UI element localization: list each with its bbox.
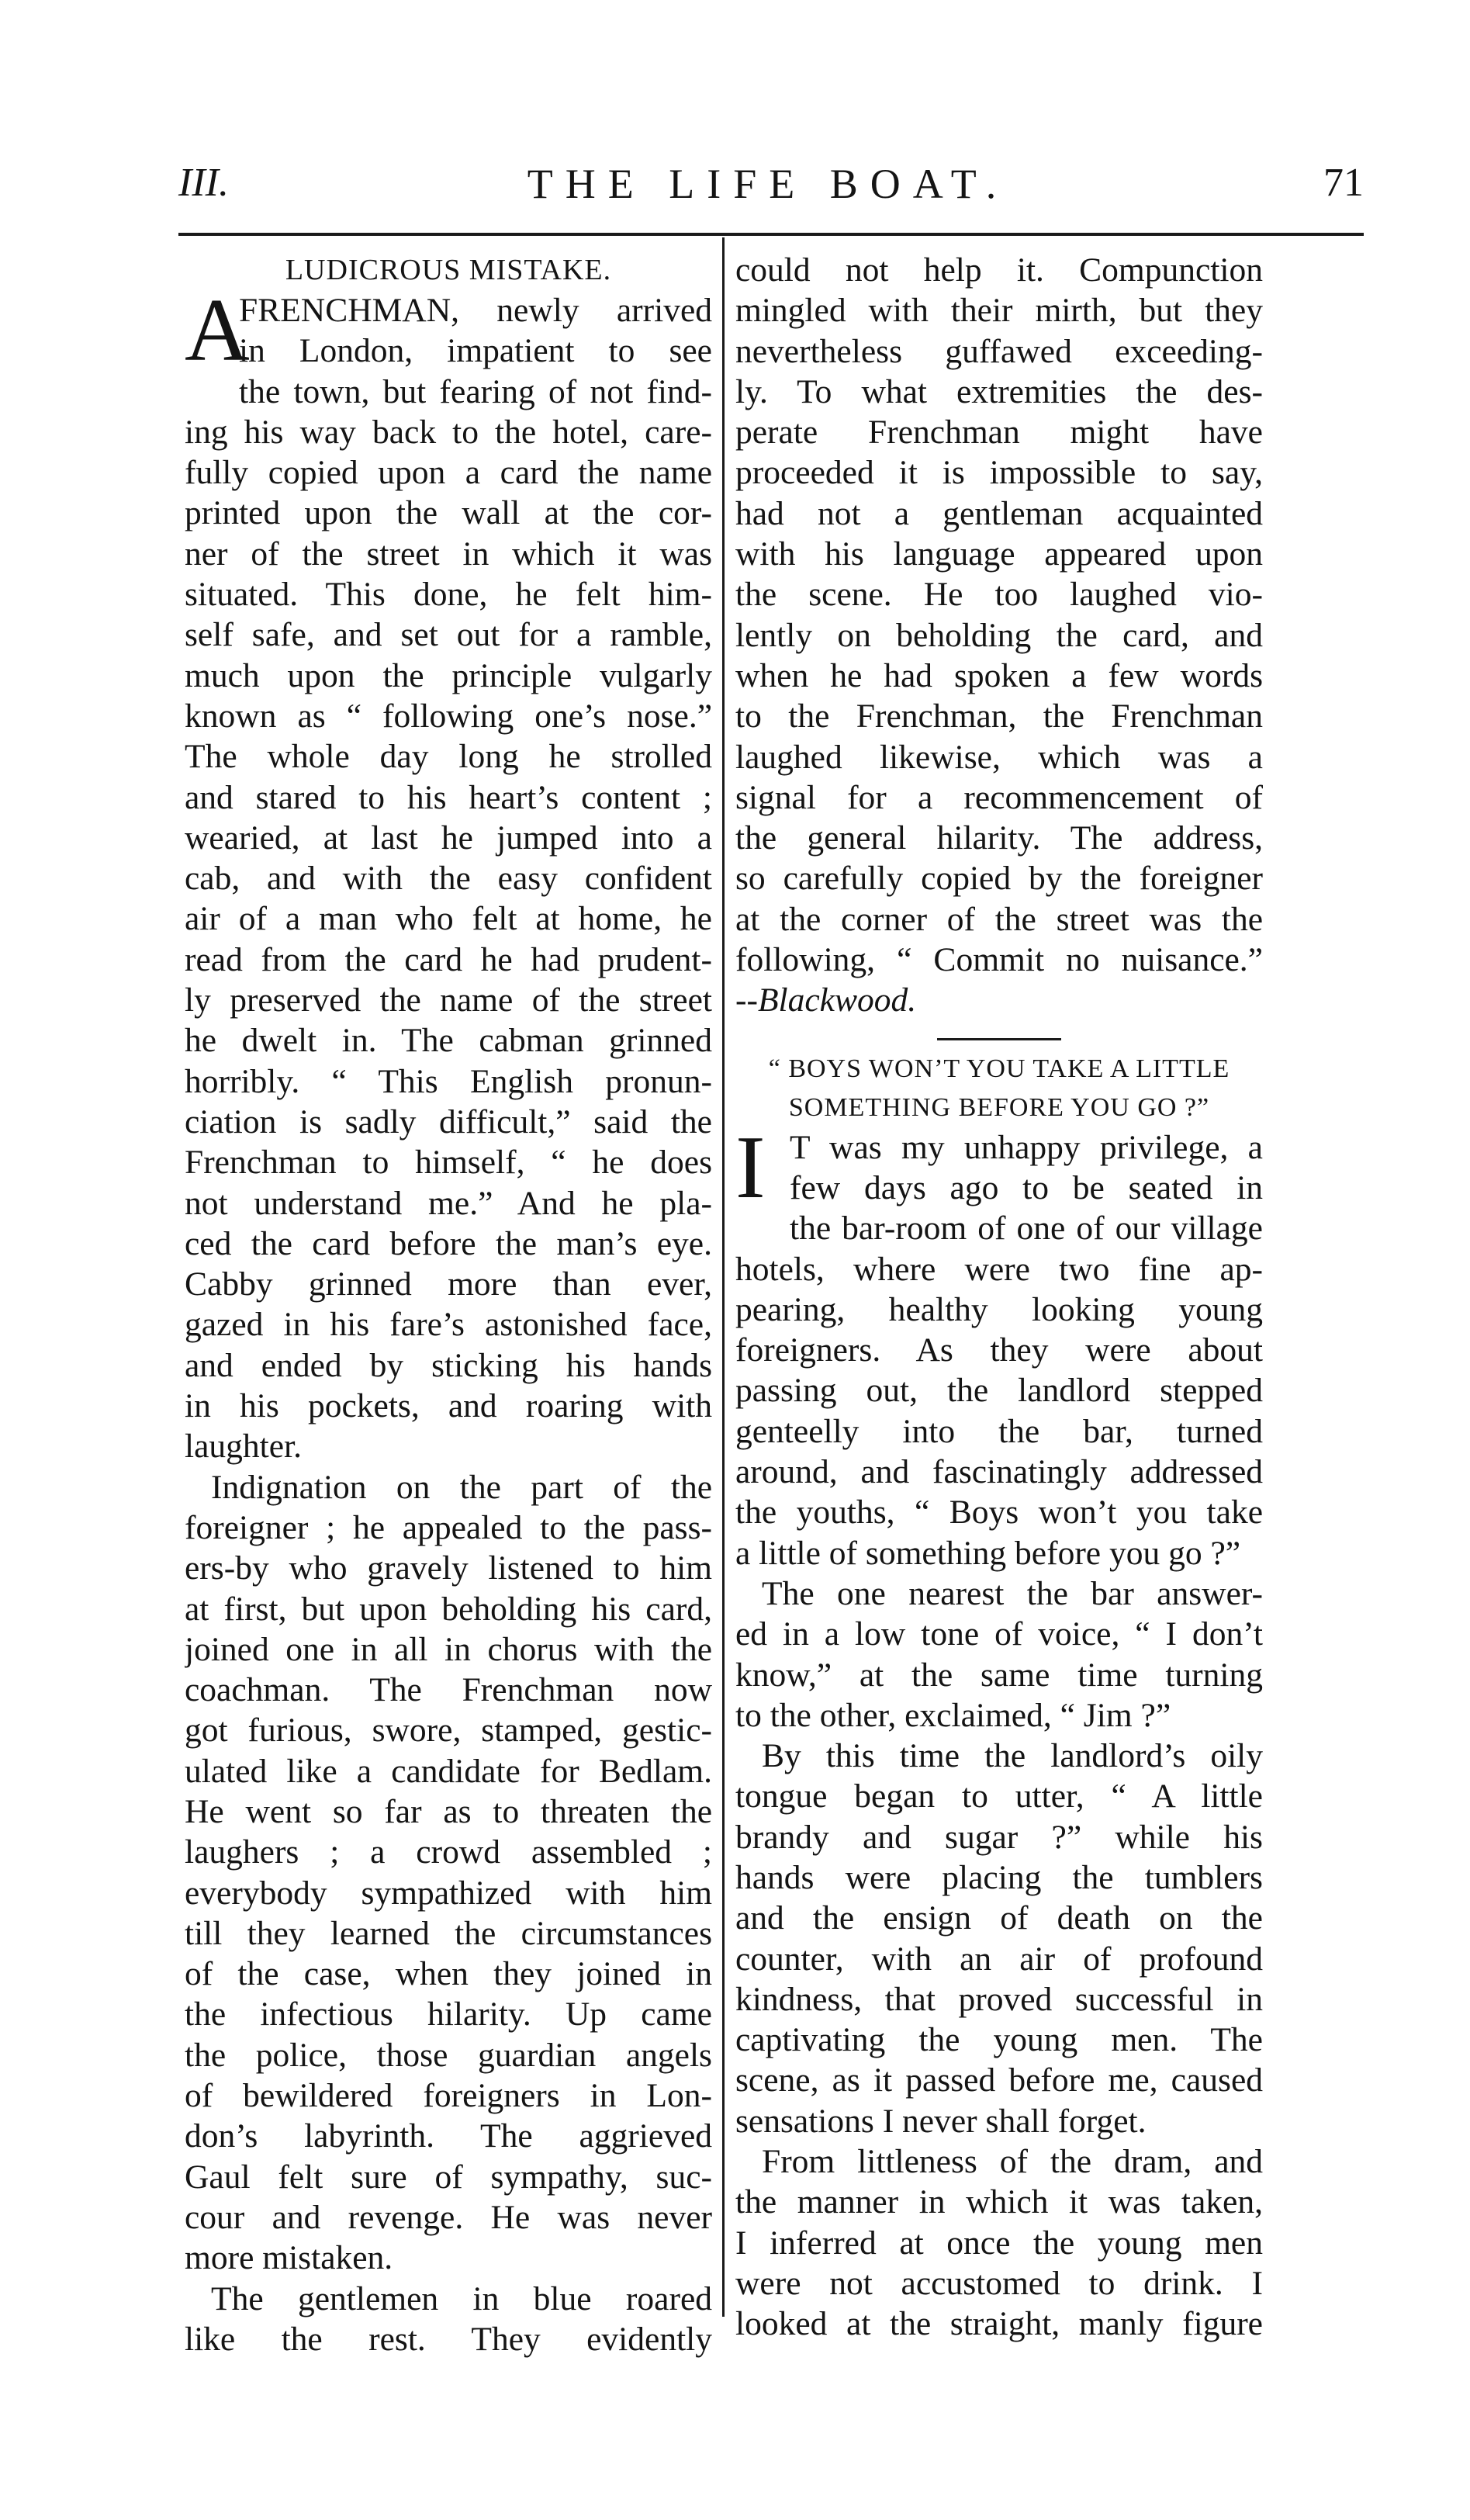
text-line: and ended by sticking his hands (185, 1346, 712, 1384)
text-line: Frenchman to himself, “ he does (185, 1144, 712, 1182)
attribution: --Blackwood. (735, 981, 917, 1019)
text-line: hotels, where were two fine ap- (735, 1250, 1263, 1288)
article-title-line-1: “ BOYS WON’T YOU TAKE A LITTLE (768, 1054, 1230, 1083)
text-line: lently on beholding the card, and (735, 616, 1263, 654)
text-line: everybody sympathized with him (185, 1874, 712, 1912)
drop-cap: A (185, 281, 250, 380)
article-body (185, 281, 712, 2359)
text-line: ing his way back to the hotel, care- (185, 413, 712, 451)
text-line: and the ensign of death on the (735, 1899, 1263, 1937)
text-line: not understand me.” And he pla- (185, 1184, 712, 1222)
text-line: brandy and sugar ?” while his (735, 1818, 1263, 1856)
text-line: The gentlemen in blue roared (211, 2279, 712, 2318)
text-line: to the Frenchman, the Frenchman (735, 698, 1263, 736)
text-line: in his pockets, and roaring with (185, 1387, 712, 1425)
text-line: the general hilarity. The address, (735, 819, 1263, 857)
right-column (735, 250, 1263, 2345)
text-line: cab, and with the easy confident (185, 860, 712, 898)
text-line: till they learned the circumstances (185, 1914, 712, 1952)
text-line: The one nearest the bar answer- (762, 1574, 1263, 1612)
text-line: of the case, when they joined in (185, 1955, 712, 1993)
text-line: perate Frenchman might have (735, 414, 1263, 452)
text-line: coachman. The Frenchman now (185, 1671, 712, 1709)
text-line: kindness, that proved successful in (735, 1980, 1263, 2018)
text-line: laughers ; a crowd assembled ; (185, 1833, 712, 1871)
text-line: Gaul felt sure of sympathy, suc- (185, 2158, 712, 2196)
text-line: got furious, swore, stamped, gestic- (185, 1712, 712, 1750)
text-line: scene, as it passed before me, caused (735, 2061, 1263, 2099)
text-line: were not accustomed to drink. I (735, 2264, 1263, 2302)
text-line: laughed likewise, which was a (735, 738, 1263, 776)
text-line: ers-by who gravely listened to him (185, 1549, 712, 1587)
text-line: By this time the landlord’s oily (762, 1737, 1263, 1775)
text-line: could not help it. Compunction (735, 251, 1263, 289)
text-line: of bewildered foreigners in Lon- (185, 2077, 712, 2115)
text-line: sensations I never shall forget. (735, 2102, 1147, 2140)
text-line: ulated like a candidate for Bedlam. (185, 1752, 712, 1790)
text-line: Cabby grinned more than ever, (185, 1265, 712, 1303)
text-line: ciation is sadly difficult,” said the (185, 1102, 712, 1141)
text-line: more mistaken. (185, 2239, 393, 2277)
text-line: counter, with an air of profound (735, 1940, 1263, 1978)
text-line: laughter. (185, 1428, 302, 1466)
text-line: when he had spoken a few words (735, 656, 1263, 694)
text-line: to the other, exclaimed, “ Jim ?” (735, 1696, 1171, 1734)
text-line: nevertheless guffawed exceeding- (735, 332, 1263, 370)
text-line: few days ago to be seated in (790, 1168, 1263, 1206)
text-line: looked at the straight, manly figure (735, 2305, 1263, 2343)
text-line: situated. This done, he felt him- (185, 576, 712, 614)
text-line: around, and fascinatingly addressed (735, 1453, 1263, 1491)
text-line: known as “ following one’s nose.” (185, 697, 712, 735)
running-header (178, 160, 1364, 214)
text-line: wearied, at last he jumped into a (185, 819, 712, 857)
text-line: following, “ Commit no nuisance.” (735, 941, 1263, 979)
text-line: He went so far as to threaten the (185, 1792, 712, 1830)
text-line: pearing, healthy looking young (735, 1290, 1263, 1328)
header-rule (178, 233, 1364, 236)
text-line: ly. To what extremities the des- (735, 372, 1263, 410)
text-line: so carefully copied by the foreigner (735, 860, 1263, 898)
text-line: read from the card he had prudent- (185, 940, 712, 978)
text-line: at the corner of the street was the (735, 900, 1263, 938)
text-line: the infectious hilarity. Up came (185, 1996, 712, 2034)
text-line: he dwelt in. The cabman grinned (185, 1022, 712, 1060)
text-line: The whole day long he strolled (185, 738, 712, 776)
text-line: in London, impatient to see (239, 332, 712, 370)
text-line: the scene. He too laughed vio- (735, 576, 1263, 614)
text-line: foreigner ; he appealed to the pass- (185, 1508, 712, 1546)
text-line: the youths, “ Boys won’t you take (735, 1494, 1263, 1532)
left-column (185, 250, 712, 2359)
text-line: ner of the street in which it was (185, 535, 712, 573)
text-line: cour and revenge. He was never (185, 2198, 712, 2236)
text-line: proceeded it is impossible to say, (735, 454, 1263, 492)
text-line: with his language appeared upon (735, 535, 1263, 573)
text-line: mingled with their mirth, but they (735, 292, 1263, 330)
text-line: printed upon the wall at the cor- (185, 494, 712, 532)
text-line: a little of something before you go ?” (735, 1534, 1241, 1572)
text-line: signal for a recommencement of (735, 778, 1263, 816)
text-line: ed in a low tone of voice, “ I don’t (735, 1615, 1263, 1653)
drop-cap: I (735, 1117, 766, 1217)
text-line: gazed in his fare’s astonished face, (185, 1306, 712, 1344)
text-line: self safe, and set out for a ramble, (185, 616, 712, 654)
text-line: the manner in which it was taken, (735, 2183, 1263, 2221)
text-line: hands were placing the tumblers (735, 1858, 1263, 1896)
text-line: horribly. “ This English pronun- (185, 1062, 712, 1100)
text-line: fully copied upon a card the name (185, 454, 712, 492)
text-line: captivating the young men. The (735, 2021, 1263, 2059)
section-separator (937, 1038, 1061, 1040)
text-line: T was my unhappy privilege, a (790, 1128, 1263, 1166)
text-line: FRENCHMAN, newly arrived (239, 292, 712, 329)
text-line: tongue began to utter, “ A little (735, 1778, 1263, 1816)
text-line: had not a gentleman acquainted (735, 494, 1263, 532)
text-line: joined one in all in chorus with the (185, 1630, 712, 1668)
text-line: ced the card before the man’s eye. (185, 1224, 712, 1262)
text-line: air of a man who felt at home, he (185, 900, 712, 938)
text-line: genteelly into the bar, turned (735, 1412, 1263, 1450)
text-line: passing out, the landlord stepped (735, 1372, 1263, 1410)
text-line: the bar-room of one of our village (790, 1210, 1263, 1248)
text-line: the police, those guardian angels (185, 2036, 712, 2074)
article-title: LUDICROUS MISTAKE. (285, 254, 612, 286)
volume-number: III. (178, 161, 229, 205)
text-line: the town, but fearing of not find- (239, 372, 712, 410)
article-title-line-2: SOMETHING BEFORE YOU GO ?” (788, 1092, 1210, 1122)
text-line: much upon the principle vulgarly (185, 656, 712, 694)
page-number: 71 (1323, 161, 1364, 205)
text-line: I inferred at once the young men (735, 2224, 1263, 2262)
text-line: ly preserved the name of the street (185, 981, 712, 1019)
text-line: know,” at the same time turning (735, 1656, 1263, 1694)
article-body (735, 1117, 1263, 2345)
text-line: foreigners. As they were about (735, 1331, 1263, 1369)
text-line: at first, but upon beholding his card, (185, 1590, 712, 1628)
running-title: THE LIFE BOAT. (527, 161, 1009, 207)
text-line: like the rest. They evidently (185, 2320, 712, 2358)
text-line: and stared to his heart’s content ; (185, 778, 712, 816)
column-divider (722, 237, 725, 2317)
text-line: Indignation on the part of the (211, 1468, 712, 1506)
text-line: don’s labyrinth. The aggrieved (185, 2117, 712, 2155)
text-line: From littleness of the dram, and (762, 2143, 1263, 2181)
